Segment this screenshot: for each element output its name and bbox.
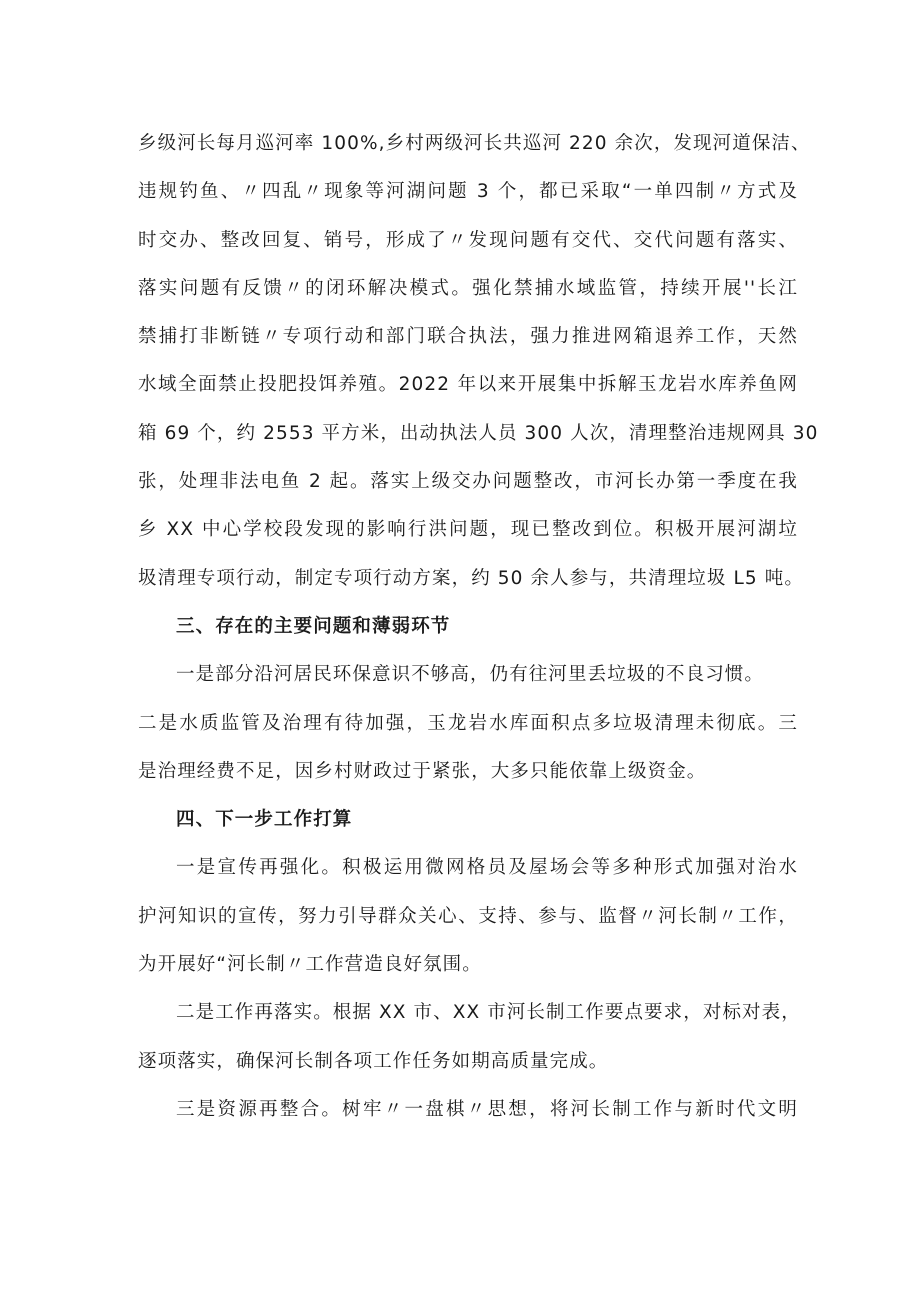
paragraph-line: 落实问题有反馈〃的闭环解决模式。强化禁捕水域监管，持续开展''长江 <box>138 277 798 299</box>
document-page <box>138 120 819 1134</box>
paragraph-line: 逐项落实，确保河长制各项工作任务如期高质量完成。 <box>138 1050 609 1072</box>
paragraph-line: 二是工作再落实。根据 XX 市、XX 市河长制工作要点要求，对标对表， <box>176 1002 801 1024</box>
paragraph-line: 张，处理非法电鱼 2 起。落实上级交办问题整改，市河长办第一季度在我 <box>138 471 798 493</box>
paragraph-line: 违规钓鱼、〃四乱〃现象等河湖问题 3 个，都已采取“一单四制〃方式及 <box>138 181 798 203</box>
paragraph-line: 水域全面禁止投肥投饵养殖。2022 年以来开展集中拆解玉龙岩水库养鱼网 <box>138 374 798 396</box>
paragraph-line: 圾清理专项行动，制定专项行动方案，约 50 余人参与，共清理垃圾 L5 吨。 <box>138 567 804 589</box>
paragraph-line: 是治理经费不足，因乡村财政过于紧张，大多只能依靠上级资金。 <box>138 760 707 782</box>
paragraph-line: 乡 XX 中心学校段发现的影响行洪问题，现已整改到位。积极开展河湖垃 <box>138 519 798 541</box>
section-heading-problems: 三、存在的主要问题和薄弱环节 <box>176 615 451 637</box>
paragraph-line: 箱 69 个，约 2553 平方米，出动执法人员 300 人次，清理整治违规网具 30 <box>138 422 819 444</box>
paragraph-line: 护河知识的宣传，努力引导群众关心、支持、参与、监督〃河长制〃工作， <box>138 905 798 927</box>
paragraph-line: 乡级河长每月巡河率 100%,乡村两级河长共巡河 220 余次，发现河道保洁、 <box>138 133 811 154</box>
section-heading-next-steps: 四、下一步工作打算 <box>176 809 353 831</box>
paragraph-line: 时交办、整改回复、销号，形成了〃发现问题有交代、交代问题有落实、 <box>138 229 798 251</box>
paragraph-line: 二是水质监管及治理有待加强，玉龙岩水库面积点多垃圾清理未彻底。三 <box>138 712 798 734</box>
paragraph-line: 为开展好“河长制〃工作营造良好氛围。 <box>138 954 482 976</box>
paragraph-line: 禁捕打非断链〃专项行动和部门联合执法，强力推进网箱退养工作，天然 <box>138 326 798 348</box>
paragraph-line: 一是宣传再强化。积极运用微网格员及屋场会等多种形式加强对治水 <box>176 857 798 879</box>
paragraph-line: 三是资源再整合。树牢〃一盘棋〃思想，将河长制工作与新时代文明 <box>176 1098 798 1120</box>
paragraph-line: 一是部分沿河居民环保意识不够高，仍有往河里丢垃圾的不良习惯。 <box>176 664 765 686</box>
